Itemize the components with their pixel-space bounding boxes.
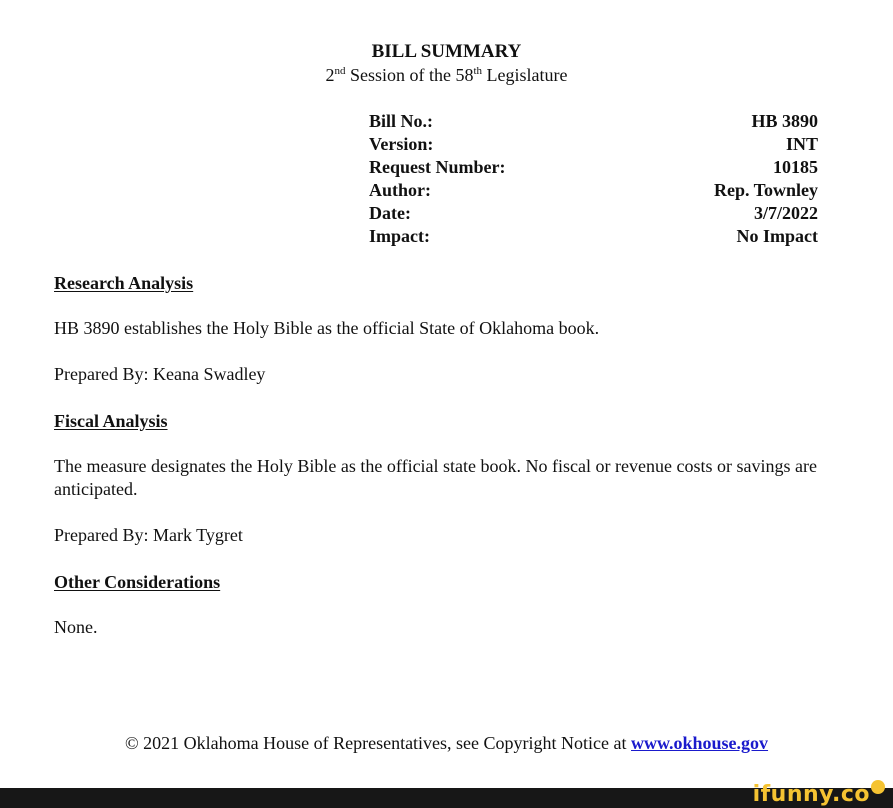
bill-number-value: HB 3890 [751,111,818,131]
impact-label: Impact: [369,226,430,246]
okhouse-link[interactable]: www.okhouse.gov [631,733,769,753]
watermark-bar [0,782,893,808]
session-text: Session of the [345,65,456,85]
request-number-row [369,156,818,179]
fiscal-prepared-by: Prepared By: Mark Tygret [54,525,243,545]
version-value: INT [785,134,818,154]
ifunny-watermark [753,780,885,808]
date-label: Date: [369,203,411,223]
session-ordinal-suffix: nd [334,65,346,77]
research-prepared-by: Prepared By: Keana Swadley [54,364,266,384]
legislature-number: 58 [455,65,474,85]
fiscal-analysis-body: The measure designates the Holy Bible as the official state book. No fiscal or revenue costs or savings are anticipated. [54,456,817,499]
research-analysis-body: HB 3890 establishes the Holy Bible as the official State of Oklahoma book. [54,318,600,338]
impact-value: No Impact [736,226,818,246]
version-label: Version: [369,134,434,154]
session-subtitle [0,63,893,87]
smiley-icon [871,780,885,794]
watermark-text: ifunny.co [752,782,870,807]
legislature-suffix: th [473,65,483,77]
session-ordinal: 2 [325,65,335,85]
date-value: 3/7/2022 [753,203,818,223]
request-number-label: Request Number: [369,157,506,177]
date-row [369,202,818,225]
document-title: BILL SUMMARY [371,41,522,62]
author-label: Author: [369,180,431,200]
impact-row [369,225,818,248]
other-considerations-body: None. [54,617,98,637]
research-analysis-heading: Research Analysis [54,273,194,293]
copyright-footer [0,731,893,755]
request-number-value: 10185 [773,157,818,177]
version-row [369,133,818,156]
bill-info-table [369,110,818,248]
author-value: Rep. Townley [713,180,818,200]
bill-number-row [369,110,818,133]
fiscal-analysis-heading: Fiscal Analysis [54,411,168,431]
other-considerations-heading: Other Considerations [54,572,221,592]
bill-number-label: Bill No.: [369,111,434,131]
copyright-text: © 2021 Oklahoma House of Representatives, see Copyright Notice at [124,733,632,753]
author-row [369,179,818,202]
legislature-text: Legislature [482,65,568,85]
